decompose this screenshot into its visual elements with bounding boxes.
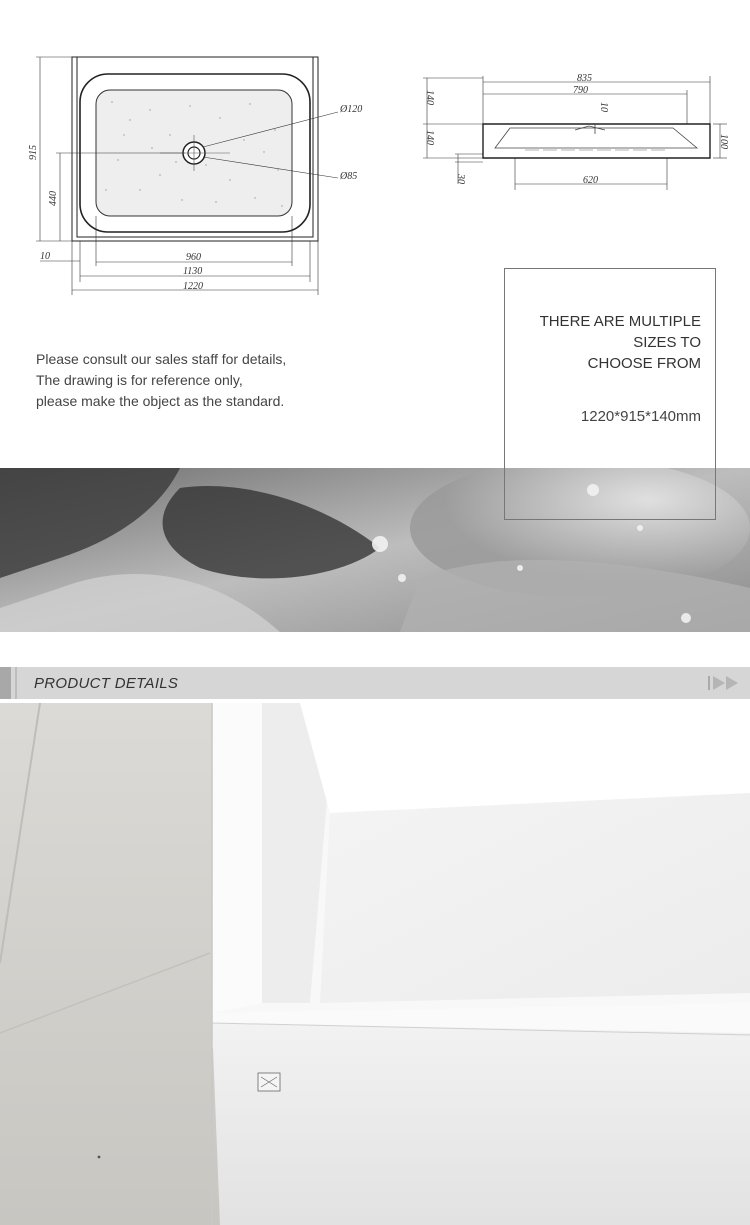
header-accent-stripe [0,667,11,699]
drain-outer-label: Ø120 [340,104,363,115]
sizes-heading-line-1: THERE ARE MULTIPLE [539,313,701,330]
product-details-header [0,667,750,699]
height-partial-label: 440 [48,191,59,206]
sizes-heading [511,311,701,374]
product-details-title: PRODUCT DETAILS [34,675,179,692]
sizes-box [504,268,716,520]
width-total-label: 1220 [183,281,203,292]
header-accent-line [15,667,17,699]
height-right-label: 100 [718,134,729,149]
length-mid-label: 790 [573,85,588,96]
top-view-drawing [20,40,380,310]
tray-photo [0,703,750,1225]
note-line-1: Please consult our sales staff for details, [36,351,287,367]
double-play-arrow-icon[interactable] [708,675,742,691]
sizes-heading-line-2: SIZES TO [633,334,701,351]
height-lower-label: 140 [424,130,435,145]
side-view-drawing [415,62,745,202]
length-total-label: 835 [577,73,592,84]
size-dimensions: 1220*915*140mm [580,408,701,425]
height-total-label: 915 [28,145,39,160]
offset-label: 10 [40,251,50,262]
width-mid-label: 1130 [183,266,203,277]
sizes-heading-line-3: CHOOSE FROM [587,355,701,372]
certification-mark-icon [258,1073,280,1091]
reference-note [36,349,336,412]
base-length-label: 620 [583,175,598,186]
height-upper-label: 140 [424,90,435,105]
shower-tray-closeup-photo [0,703,750,1225]
width-inner-label: 960 [186,252,201,263]
base-height-label: 30 [455,174,466,184]
drain-depth-label: 10 [598,102,609,112]
note-line-3: please make the object as the standard. [36,393,285,409]
tray-profile [483,124,710,158]
note-line-2: The drawing is for reference only, [36,372,243,388]
drain-inner-label: Ø85 [340,171,358,182]
